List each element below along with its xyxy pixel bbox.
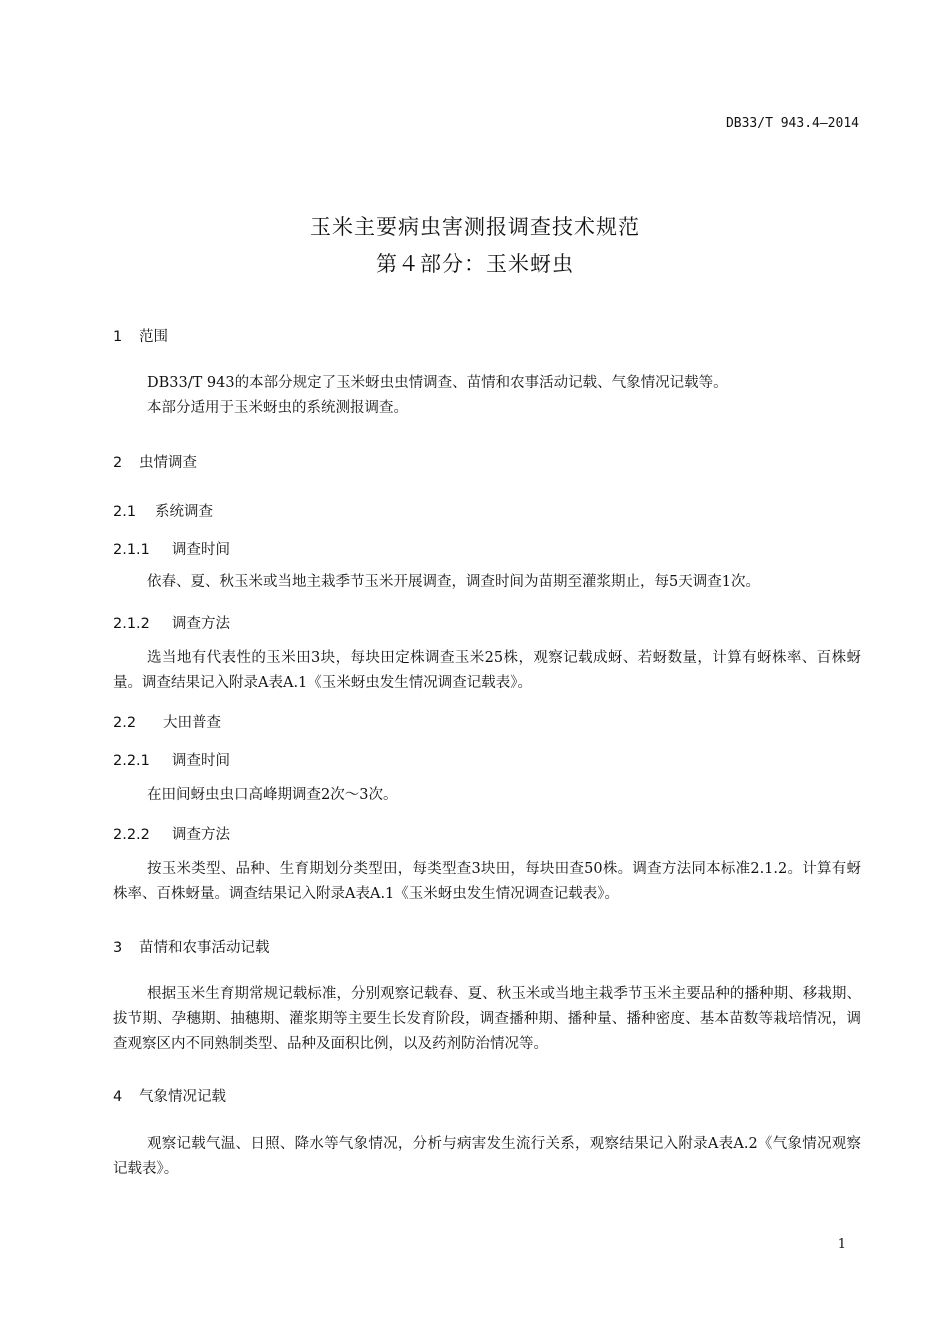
section-title: 气象情况记载: [139, 1089, 226, 1105]
section-number: 2.1.2: [113, 616, 150, 632]
section-title: 苗情和农事活动记载: [139, 940, 270, 956]
section-2-2-heading: [113, 711, 221, 732]
section-title: 虫情调查: [139, 455, 197, 471]
section-4-heading: [113, 1085, 226, 1106]
section-title: 大田普查: [163, 715, 221, 731]
section-title: 调查方法: [172, 616, 230, 632]
section-number: 1: [113, 329, 123, 345]
section-number: 4: [113, 1089, 123, 1105]
section-title: 调查时间: [172, 753, 230, 769]
section-2-2-2-heading: [113, 823, 230, 844]
section-2-1-1-heading: [113, 538, 230, 559]
section-2-2-1-heading: [113, 749, 230, 770]
document-number: DB33/T 943.4—2014: [725, 116, 859, 131]
document-title: 玉米主要病虫害测报调查技术规范: [310, 215, 640, 239]
section-2-heading: [113, 451, 197, 472]
section-number: 2.1: [113, 504, 137, 520]
section-1-heading: [113, 325, 168, 346]
section-title: 调查时间: [172, 542, 230, 558]
section-title: 系统调查: [155, 504, 213, 520]
section-number: 2.1.1: [113, 542, 150, 558]
page-number: 1: [837, 1237, 846, 1252]
section-2-1-heading: [113, 500, 213, 521]
section-2-1-2-heading: [113, 612, 230, 633]
paragraph: 按玉米类型、品种、生育期划分类型田，每类型查3块田，每块田查50株。调查方法同本标准2.1.2。计算有蚜株率、百株蚜量。调查结果记入附录A表A.1《玉米蚜虫发生情况调查记载表》。: [113, 861, 861, 902]
section-3-heading: [113, 936, 270, 957]
paragraph: 选当地有代表性的玉米田3块，每块田定株调查玉米25株，观察记载成蚜、若蚜数量，计算有蚜株率、百株蚜量。调查结果记入附录A表A.1《玉米蚜虫发生情况调查记载表》。: [113, 650, 861, 691]
section-number: 2.2.1: [113, 753, 150, 769]
section-number: 2: [113, 455, 123, 471]
document-subtitle: 第４部分：玉米蚜虫: [376, 252, 574, 276]
paragraph: 本部分适用于玉米蚜虫的系统测报调查。: [147, 400, 408, 416]
section-number: 3: [113, 940, 123, 956]
section-number: 2.2: [113, 715, 137, 731]
section-title: 调查方法: [172, 827, 230, 843]
section-number: 2.2.2: [113, 827, 150, 843]
paragraph: 根据玉米生育期常规记载标准，分别观察记载春、夏、秋玉米或当地主栽季节玉米主要品种的播种期、移栽期、拔节期、孕穗期、抽穗期、灌浆期等主要生长发育阶段，调查播种期、播种量、播种密度、基本苗数等栽培情况，调查观察区内不同熟制类型、品种及面积比例，以及药剂防治情况等。: [113, 986, 861, 1052]
paragraph: 依春、夏、秋玉米或当地主栽季节玉米开展调查，调查时间为苗期至灌浆期止，每5天调查1次。: [147, 574, 760, 590]
paragraph: 观察记载气温、日照、降水等气象情况，分析与病害发生流行关系，观察结果记入附录A表A.2《气象情况观察记载表》。: [113, 1136, 861, 1177]
paragraph: 在田间蚜虫虫口高峰期调查2次～3次。: [147, 787, 398, 803]
section-title: 范围: [139, 329, 168, 345]
paragraph: DB33/T 943的本部分规定了玉米蚜虫虫情调查、苗情和农事活动记载、气象情况记载等。: [147, 375, 728, 391]
